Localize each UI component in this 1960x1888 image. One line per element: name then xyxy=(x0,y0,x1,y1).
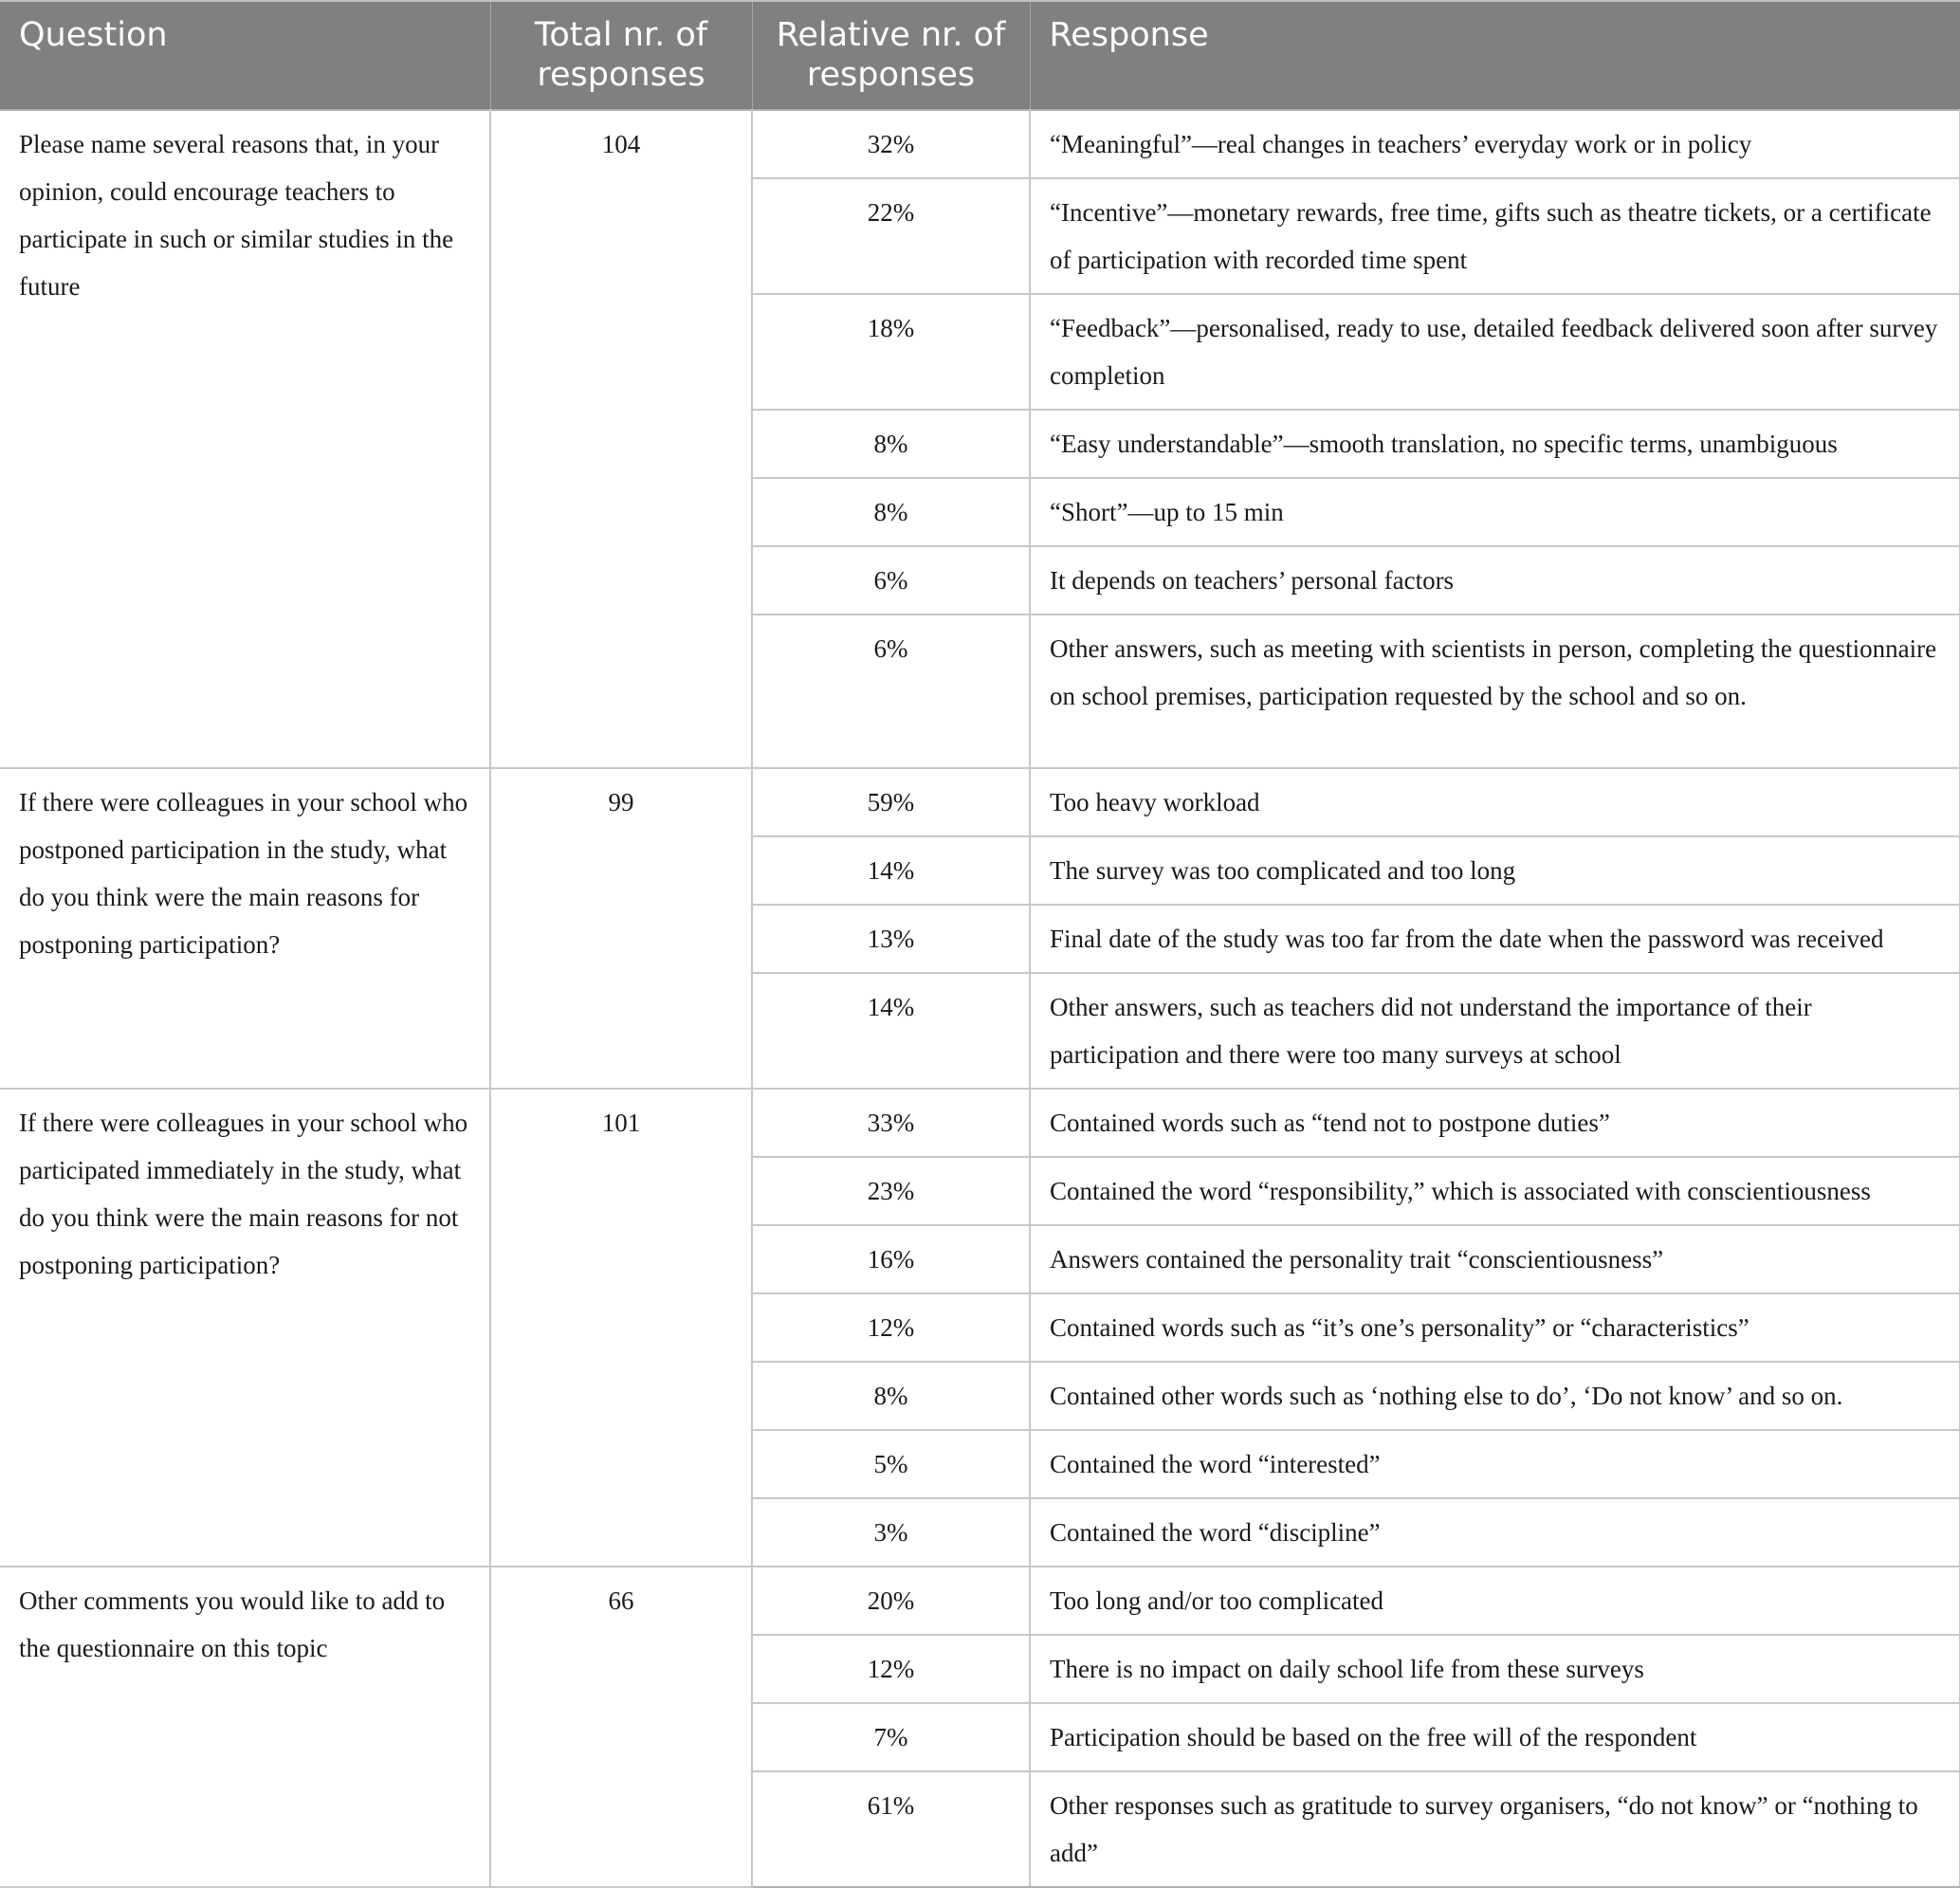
relative-responses-cell: 6% xyxy=(752,546,1030,614)
response-cell: Other answers, such as teachers did not understand the importance of their participation and there were too many surveys at school xyxy=(1030,973,1960,1089)
question-cell: Other comments you would like to add to the questionnaire on this topic xyxy=(0,1567,490,1887)
header-total-responses: Total nr. of responses xyxy=(490,1,752,110)
table-row xyxy=(0,768,1960,836)
relative-responses-cell: 3% xyxy=(752,1498,1030,1567)
table-header xyxy=(0,1,1960,110)
header-relative-responses: Relative nr. of responses xyxy=(752,1,1030,110)
relative-responses-cell: 12% xyxy=(752,1635,1030,1703)
relative-responses-cell: 8% xyxy=(752,478,1030,546)
response-cell: Too heavy workload xyxy=(1030,768,1960,836)
relative-responses-cell: 7% xyxy=(752,1703,1030,1771)
relative-responses-cell: 8% xyxy=(752,410,1030,478)
relative-responses-cell: 6% xyxy=(752,614,1030,768)
response-cell: It depends on teachers’ personal factors xyxy=(1030,546,1960,614)
relative-responses-cell: 16% xyxy=(752,1225,1030,1293)
relative-responses-cell: 22% xyxy=(752,178,1030,294)
relative-responses-cell: 33% xyxy=(752,1089,1030,1157)
response-cell: Contained the word “interested” xyxy=(1030,1430,1960,1498)
relative-responses-cell: 32% xyxy=(752,110,1030,178)
response-cell: “Easy understandable”—smooth translation, no specific terms, unambiguous xyxy=(1030,410,1960,478)
relative-responses-cell: 14% xyxy=(752,836,1030,905)
table-row xyxy=(0,1567,1960,1635)
response-cell: The survey was too complicated and too long xyxy=(1030,836,1960,905)
response-cell: Other responses such as gratitude to survey organisers, “do not know” or “nothing to add” xyxy=(1030,1771,1960,1887)
question-cell: If there were colleagues in your school who postponed participation in the study, what do you think were the main reasons for postponing participation? xyxy=(0,768,490,1089)
total-responses-cell: 66 xyxy=(490,1567,752,1887)
response-cell: There is no impact on daily school life from these surveys xyxy=(1030,1635,1960,1703)
relative-responses-cell: 61% xyxy=(752,1771,1030,1887)
response-cell: “Feedback”—personalised, ready to use, detailed feedback delivered soon after survey completion xyxy=(1030,294,1960,410)
table-body xyxy=(0,110,1960,1887)
response-cell: Other answers, such as meeting with scientists in person, completing the questionnaire on school premises, participation requested by the school and so on. xyxy=(1030,614,1960,768)
response-cell: “Incentive”—monetary rewards, free time, gifts such as theatre tickets, or a certificate of participation with recorded time spent xyxy=(1030,178,1960,294)
header-question: Question xyxy=(0,1,490,110)
response-cell: Contained words such as “tend not to postpone duties” xyxy=(1030,1089,1960,1157)
relative-responses-cell: 12% xyxy=(752,1293,1030,1362)
total-responses-cell: 101 xyxy=(490,1089,752,1567)
relative-responses-cell: 5% xyxy=(752,1430,1030,1498)
relative-responses-cell: 59% xyxy=(752,768,1030,836)
relative-responses-cell: 23% xyxy=(752,1157,1030,1225)
response-cell: Too long and/or too complicated xyxy=(1030,1567,1960,1635)
table-row xyxy=(0,1089,1960,1157)
response-cell: Contained the word “responsibility,” which is associated with conscientiousness xyxy=(1030,1157,1960,1225)
response-cell: Contained other words such as ‘nothing else to do’, ‘Do not know’ and so on. xyxy=(1030,1362,1960,1430)
header-response: Response xyxy=(1030,1,1960,110)
response-cell: Final date of the study was too far from the date when the password was received xyxy=(1030,905,1960,973)
relative-responses-cell: 8% xyxy=(752,1362,1030,1430)
relative-responses-cell: 18% xyxy=(752,294,1030,410)
relative-responses-cell: 13% xyxy=(752,905,1030,973)
response-cell: Contained the word “discipline” xyxy=(1030,1498,1960,1567)
table-row xyxy=(0,110,1960,178)
question-cell: If there were colleagues in your school who participated immediately in the study, what do you think were the main reasons for not postponing participation? xyxy=(0,1089,490,1567)
response-cell: “Short”—up to 15 min xyxy=(1030,478,1960,546)
response-cell: Answers contained the personality trait “conscientiousness” xyxy=(1030,1225,1960,1293)
response-cell: Contained words such as “it’s one’s personality” or “characteristics” xyxy=(1030,1293,1960,1362)
response-cell: Participation should be based on the free will of the respondent xyxy=(1030,1703,1960,1771)
total-responses-cell: 104 xyxy=(490,110,752,768)
question-cell: Please name several reasons that, in your opinion, could encourage teachers to participate in such or similar studies in the future xyxy=(0,110,490,768)
total-responses-cell: 99 xyxy=(490,768,752,1089)
relative-responses-cell: 14% xyxy=(752,973,1030,1089)
response-cell: “Meaningful”—real changes in teachers’ everyday work or in policy xyxy=(1030,110,1960,178)
relative-responses-cell: 20% xyxy=(752,1567,1030,1635)
